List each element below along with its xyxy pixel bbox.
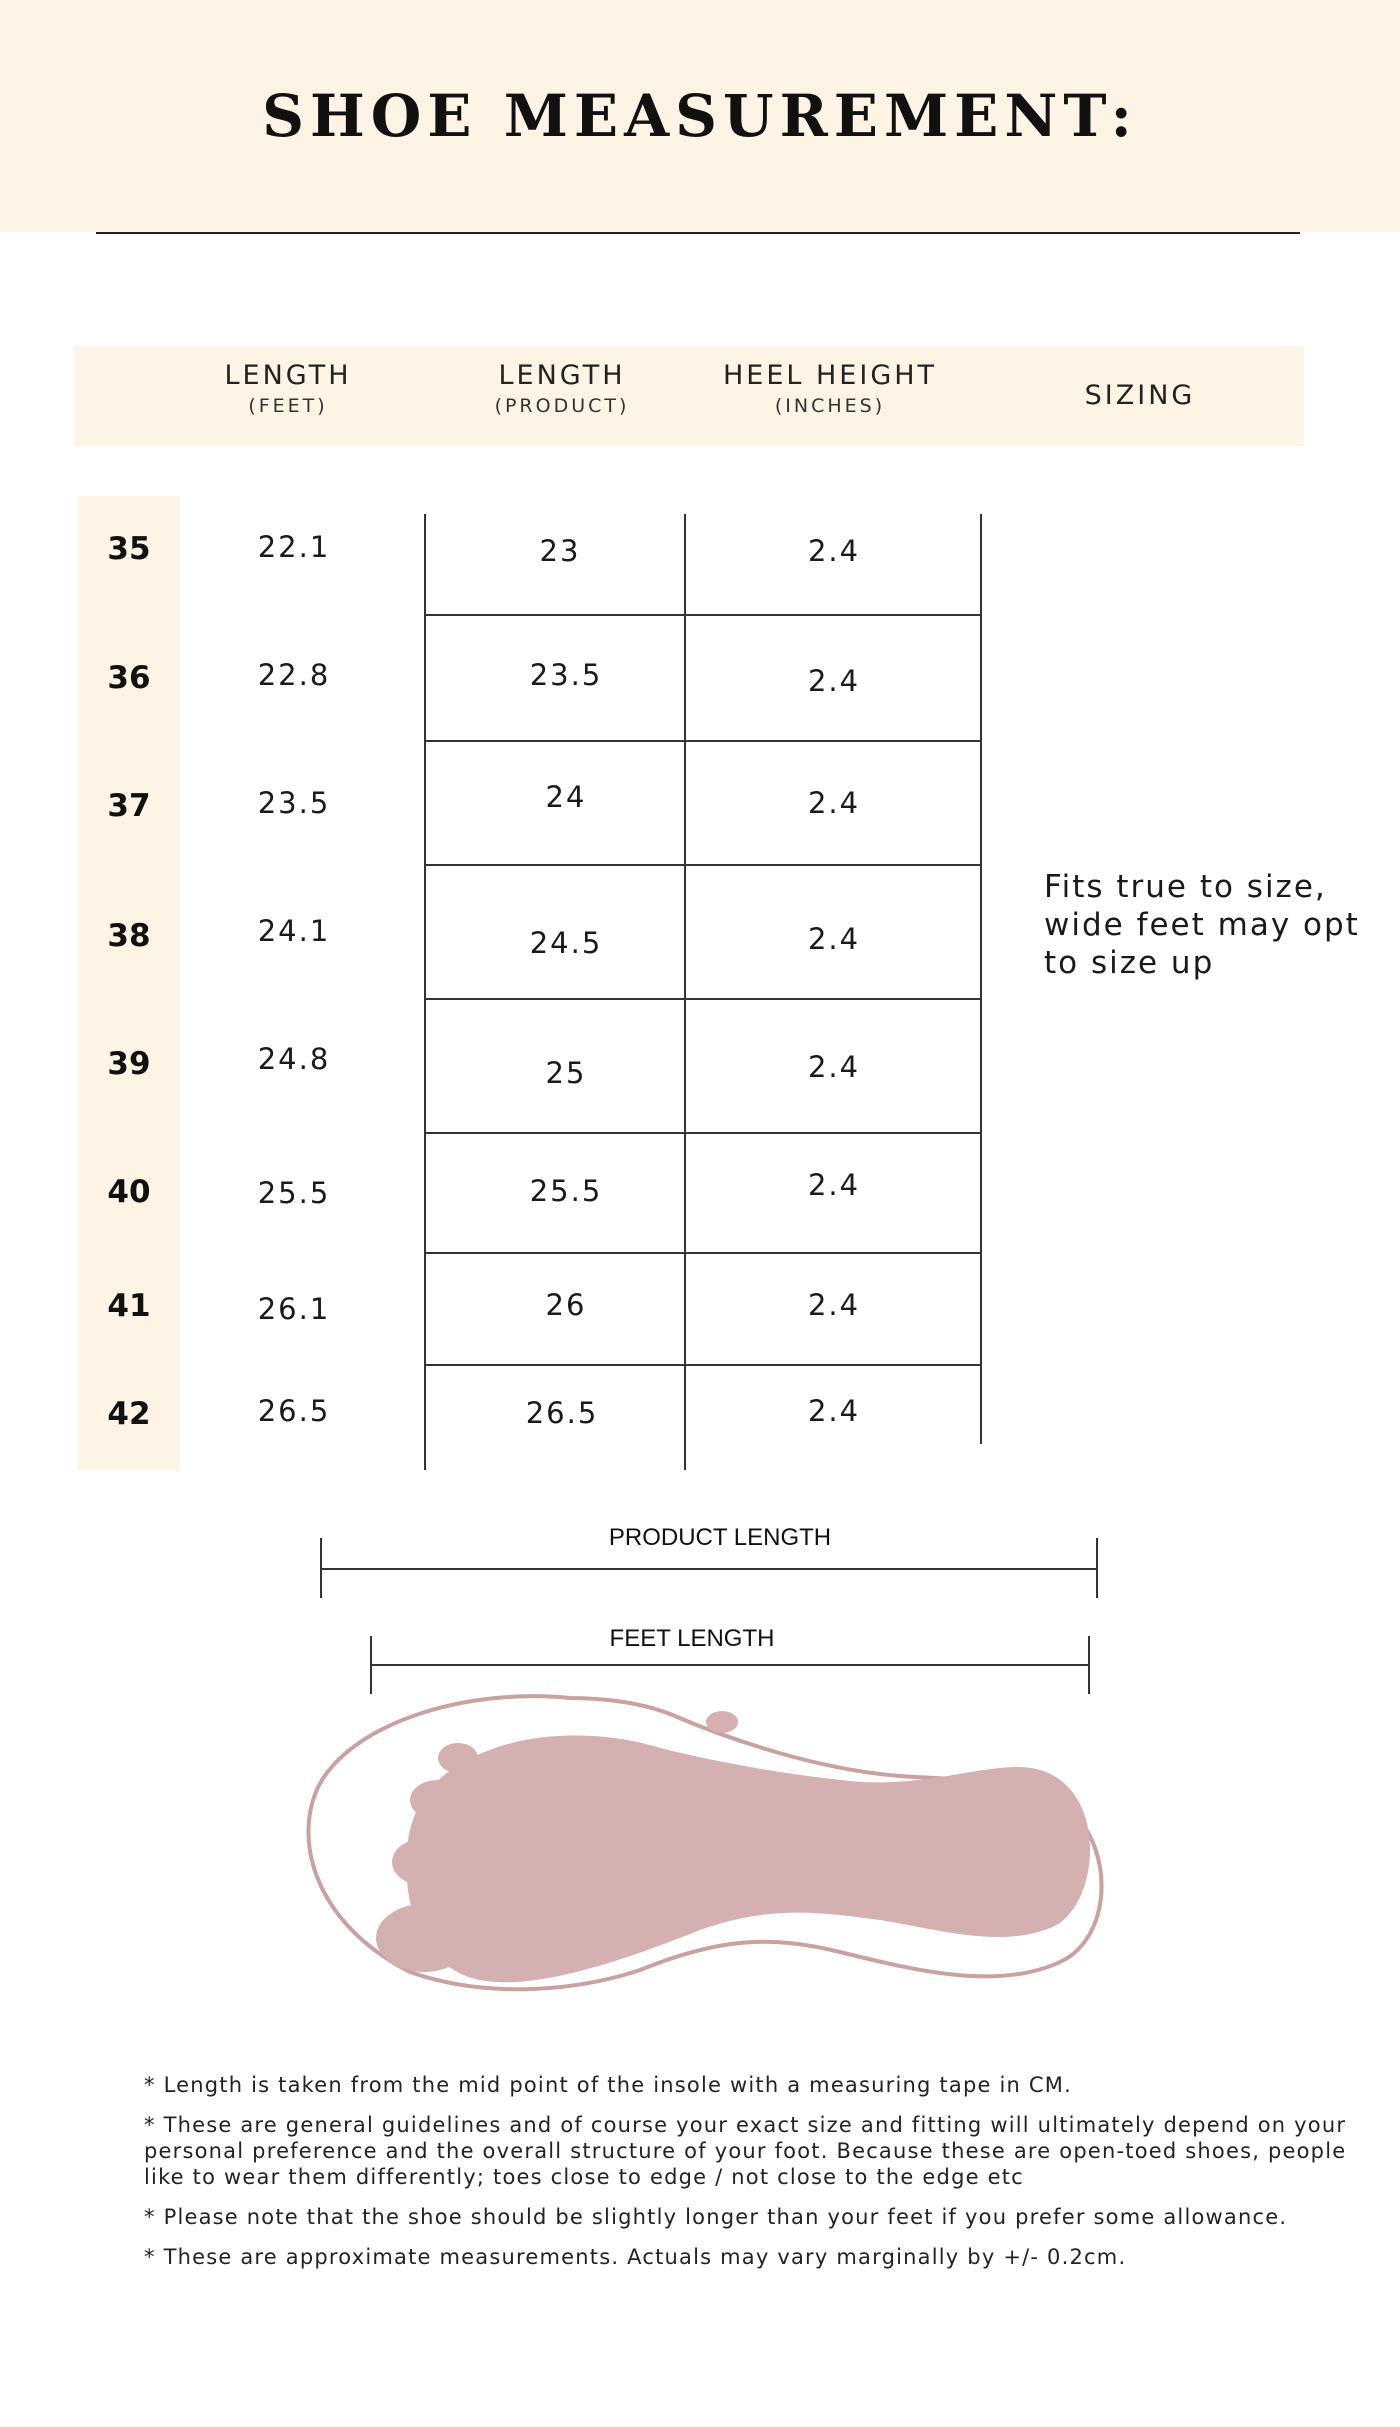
column-header-sizing bbox=[1040, 380, 1240, 411]
feet-length-cell: 26.1 bbox=[257, 1292, 331, 1326]
feet-length-tick-left bbox=[370, 1636, 372, 1694]
table-row-divider bbox=[424, 740, 982, 742]
column-header-main: LENGTH bbox=[498, 360, 626, 391]
toe-2 bbox=[438, 1743, 478, 1773]
title-divider bbox=[96, 232, 1300, 234]
column-header-sub: (FEET) bbox=[248, 395, 328, 417]
size-label: 36 bbox=[107, 660, 151, 696]
product-length-cell: 25 bbox=[545, 1056, 587, 1090]
product-length-label: PRODUCT LENGTH bbox=[608, 1524, 832, 1551]
page-title: SHOE MEASUREMENT: bbox=[262, 82, 1138, 150]
heel-height-cell: 2.4 bbox=[807, 786, 861, 820]
table-row-divider bbox=[424, 864, 982, 866]
feet-length-label: FEET LENGTH bbox=[609, 1625, 775, 1652]
toe-4 bbox=[392, 1838, 460, 1886]
toe-1 bbox=[706, 1711, 738, 1733]
feet-length-tick-right bbox=[1088, 1636, 1090, 1694]
column-header-main: HEEL HEIGHT bbox=[722, 360, 938, 391]
heel-height-cell: 2.4 bbox=[807, 922, 861, 956]
table-vertical-divider bbox=[424, 514, 426, 1470]
table-row-divider bbox=[424, 1364, 982, 1366]
feet-length-line bbox=[372, 1664, 1090, 1666]
heel-height-cell: 2.4 bbox=[807, 1050, 861, 1084]
heel-height-cell: 2.4 bbox=[807, 534, 861, 568]
footnote: * These are approximate measurements. Actuals may vary marginally by +/- 0.2cm. bbox=[144, 2245, 1127, 2269]
size-label: 42 bbox=[107, 1396, 151, 1432]
product-length-cell: 23 bbox=[539, 534, 581, 568]
table-vertical-divider bbox=[980, 514, 982, 1444]
feet-length-cell: 26.5 bbox=[257, 1394, 331, 1428]
feet-length-cell: 22.1 bbox=[257, 530, 331, 564]
footprint-illustration bbox=[300, 1690, 1110, 2010]
column-header-heel-height bbox=[700, 360, 960, 417]
foot-sole-shape bbox=[406, 1736, 1090, 1983]
heel-height-cell: 2.4 bbox=[807, 1168, 861, 1202]
table-row-divider bbox=[424, 998, 982, 1000]
feet-length-cell: 24.1 bbox=[257, 914, 331, 948]
feet-length-cell: 25.5 bbox=[257, 1176, 331, 1210]
product-length-cell: 26 bbox=[545, 1288, 587, 1322]
footnote: * Please note that the shoe should be slightly longer than your feet if you prefer some allowance. bbox=[144, 2205, 1288, 2229]
feet-length-cell: 24.8 bbox=[257, 1042, 331, 1076]
size-label: 38 bbox=[107, 918, 151, 954]
feet-length-cell: 23.5 bbox=[257, 786, 331, 820]
column-header-main: SIZING bbox=[1084, 380, 1196, 411]
size-label: 37 bbox=[107, 788, 151, 824]
column-header-sub: (PRODUCT) bbox=[494, 395, 630, 417]
heel-height-cell: 2.4 bbox=[807, 1394, 861, 1428]
size-label: 41 bbox=[107, 1288, 151, 1324]
table-vertical-divider bbox=[684, 514, 686, 1470]
product-length-cell: 26.5 bbox=[525, 1396, 599, 1430]
column-header-feet-length bbox=[188, 360, 388, 417]
product-length-line bbox=[320, 1568, 1098, 1570]
size-label: 40 bbox=[107, 1174, 151, 1210]
feet-length-cell: 22.8 bbox=[257, 658, 331, 692]
size-label: 35 bbox=[107, 531, 151, 567]
footnotes bbox=[144, 2072, 1374, 2284]
sizing-note: Fits true to size, wide feet may opt to size up bbox=[1044, 869, 1360, 981]
product-length-tick-left bbox=[320, 1538, 322, 1598]
table-row-divider bbox=[424, 1252, 982, 1254]
heel-height-cell: 2.4 bbox=[807, 1288, 861, 1322]
toe-big bbox=[376, 1904, 472, 1972]
column-header-main: LENGTH bbox=[224, 360, 352, 391]
footnote: * These are general guidelines and of course your exact size and fitting will ultimately depend on your personal preference and the overall structure of your foot. Because these are open-toed shoes, people like to wear them differently; toes close to edge / not close to the edge etc bbox=[144, 2113, 1347, 2189]
column-header-sub: (INCHES) bbox=[774, 395, 886, 417]
product-length-cell: 25.5 bbox=[529, 1174, 603, 1208]
product-length-cell: 24.5 bbox=[529, 926, 603, 960]
toe-3 bbox=[410, 1780, 466, 1820]
product-length-cell: 23.5 bbox=[529, 658, 603, 692]
heel-height-cell: 2.4 bbox=[807, 664, 861, 698]
size-label: 39 bbox=[107, 1046, 151, 1082]
table-row-divider bbox=[424, 1132, 982, 1134]
table-row-divider bbox=[424, 614, 982, 616]
column-header-product-length bbox=[452, 360, 672, 417]
product-length-tick-right bbox=[1096, 1538, 1098, 1598]
footnote: * Length is taken from the mid point of the insole with a measuring tape in CM. bbox=[144, 2073, 1072, 2097]
product-length-cell: 24 bbox=[545, 780, 587, 814]
